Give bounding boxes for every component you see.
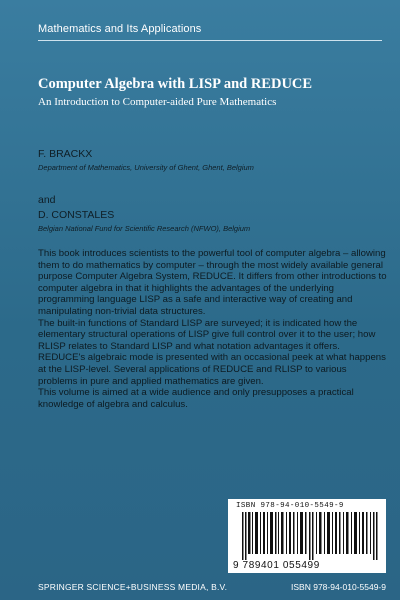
footer-isbn: ISBN 978-94-010-5549-9 — [291, 582, 386, 592]
blurb-paragraph: This volume is aimed at a wide audience and only presupposes a practical knowledge of algebra and calculus. — [38, 387, 354, 410]
barcode-digits: 9 789401 055499 — [233, 560, 320, 571]
book-title: Computer Algebra with LISP and REDUCE — [38, 76, 313, 92]
barcode-panel — [228, 499, 386, 573]
book-subtitle: An Introduction to Computer-aided Pure Mathematics — [38, 96, 277, 108]
author-name: F. BRACKX — [38, 148, 93, 160]
barcode-isbn: ISBN 978-94-010-5549-9 — [236, 502, 344, 510]
blurb-paragraph: The built-in functions of Standard LISP are surveyed; it is indicated how the elementary structural operations of LISP give full control over it to the user; how RLISP relates to Standard LISP and what notation advantages it offers. — [38, 317, 376, 352]
author-affiliation: Belgian National Fund for Scientific Research (NFWO), Belgium — [38, 224, 251, 233]
author-affiliation: Department of Mathematics, University of Ghent, Ghent, Belgium — [38, 163, 254, 172]
header-rule — [38, 40, 382, 41]
barcode-icon — [242, 512, 380, 560]
author-conjunction: and — [38, 194, 56, 206]
blurb-paragraph: This book introduces scientists to the powerful tool of computer algebra – allowing them to do mathematics by computer – through the most widely available general purpose Computer Algebra System, REDUCE. It differs from other introductions to computer algebra in that it highlights the advantages of the underlying programming language LISP as a safe and interactive way of creating and manipulating non-trivial data structures. — [38, 248, 387, 317]
blurb-paragraph: REDUCE's algebraic mode is presented with an occasional peek at what happens at the LISP-level. Several applications of REDUCE and RLISP to various problems in pure and applied mathematics are given. — [38, 352, 386, 387]
author-name: D. CONSTALES — [38, 209, 115, 221]
description-blurb — [38, 248, 388, 410]
series-name: Mathematics and Its Applications — [38, 23, 202, 35]
publisher-name: SPRINGER SCIENCE+BUSINESS MEDIA, B.V. — [38, 582, 228, 592]
